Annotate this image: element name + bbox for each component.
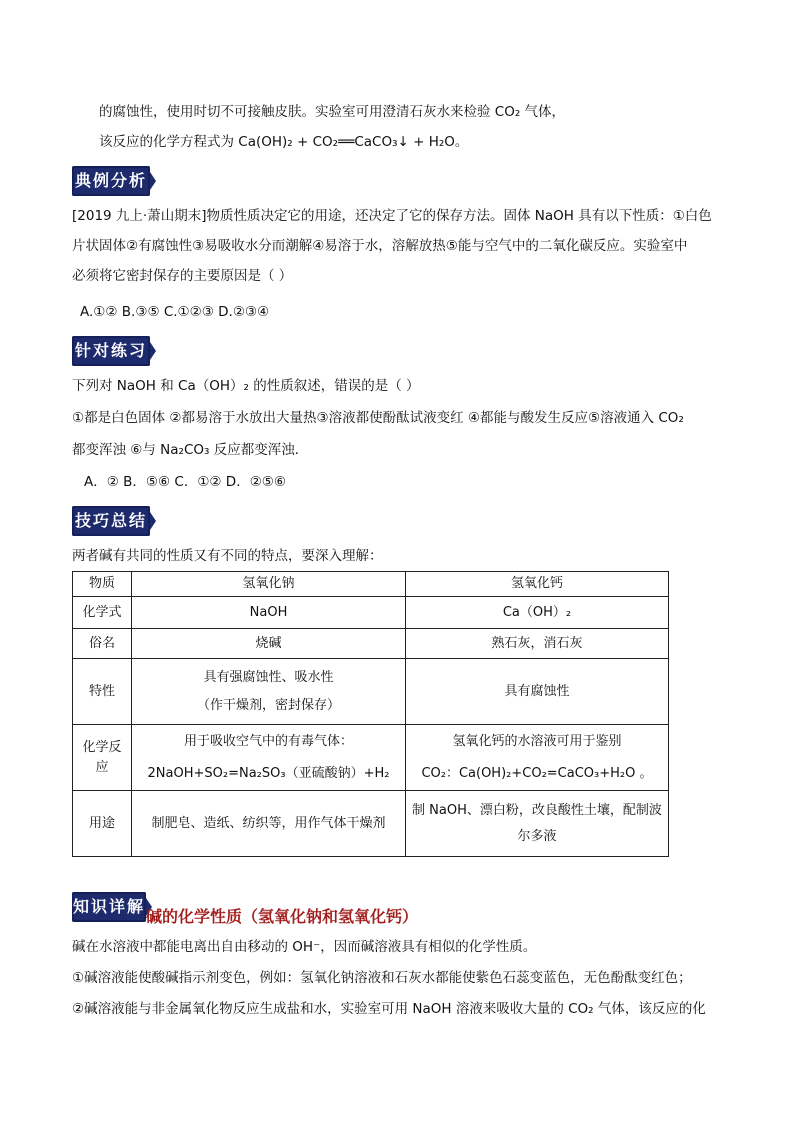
table-row [73, 791, 669, 857]
knowledge-line-3: ②碱溶液能与非金属氧化物反应生成盐和水，实验室可用 NaOH 溶液来吸收大量的 CO₂ 气体，该反应的化 [72, 1001, 706, 1017]
practice-options: A．② B．⑤⑥ C．①② D．②⑤⑥ [84, 474, 287, 490]
table-cell: 制肥皂、造纸、纺织等，用作气体干燥剂 [132, 791, 406, 857]
cell-line: 具有强腐蚀性、吸水性 [203, 669, 334, 685]
table-cell: 物质 [73, 572, 132, 597]
table-row [73, 597, 669, 629]
comparison-table [72, 571, 669, 857]
table-cell: 用途 [73, 791, 132, 857]
example-line-1: [2019 九上·萧山期末]物质性质决定它的用途，还决定了它的保存方法。固体 NaOH 具有以下性质：①白色 [72, 208, 712, 224]
table-cell: NaOH [132, 597, 406, 629]
table-cell [132, 659, 406, 725]
table-cell: 具有腐蚀性 [405, 659, 668, 725]
table-cell: 化学式 [73, 597, 132, 629]
practice-line-1: 下列对 NaOH 和 Ca（OH）₂ 的性质叙述，错误的是（ ） [72, 378, 420, 394]
table-cell: Ca（OH）₂ [405, 597, 668, 629]
practice-line-3: 都变浑浊 ⑥与 Na₂CO₃ 反应都变浑浊． [72, 442, 309, 458]
cell-line: 尔多液 [517, 828, 557, 844]
table-cell [132, 725, 406, 791]
example-line-3: 必须将它密封保存的主要原因是（ ） [72, 268, 293, 284]
cell-line: （作干燥剂，密封保存） [196, 697, 340, 713]
badge-skill-summary: 技巧总结 [72, 506, 150, 536]
cell-line: 制 NaOH、漂白粉，改良酸性土壤，配制波 [412, 802, 662, 818]
cell-line: 2NaOH+SO₂=Na₂SO₃（亚硫酸钠）+H₂ [147, 765, 390, 781]
table-cell: 烧碱 [132, 629, 406, 659]
table-cell: 熟石灰，消石灰 [405, 629, 668, 659]
example-options: A.①② B.③⑤ C.①②③ D.②③④ [80, 304, 270, 320]
knowledge-line-1: 碱在水溶液中都能电离出自由移动的 OH⁻，因而碱溶液具有相似的化学性质。 [72, 939, 537, 955]
example-line-2: 片状固体②有腐蚀性③易吸收水分而潮解④易溶于水，溶解放热⑤能与空气中的二氧化碳反应。实验室中 [72, 238, 688, 254]
table-row [73, 572, 669, 597]
table-cell [405, 725, 668, 791]
summary-intro: 两者碱有共同的性质又有不同的特点，要深入理解： [72, 548, 383, 564]
knowledge-line-2: ①碱溶液能使酸碱指示剂变色，例如：氢氧化钠溶液和石灰水都能使紫色石蕊变蓝色，无色酚酞变红色； [72, 970, 692, 986]
badge-knowledge-detail: 知识详解 [72, 892, 146, 922]
table-row [73, 725, 669, 791]
table-cell [405, 791, 668, 857]
cell-line: CO₂：Ca(OH)₂+CO₂=CaCO₃+H₂O 。 [421, 765, 653, 781]
intro-line-2: 该反应的化学方程式为 Ca(OH)₂ + CO₂══CaCO₃↓ + H₂O。 [99, 134, 469, 150]
cell-line: 用于吸收空气中的有毒气体： [183, 733, 353, 749]
table-cell: 俗名 [73, 629, 132, 659]
intro-line-1: 的腐蚀性，使用时切不可接触皮肤。实验室可用澄清石灰水来检验 CO₂ 气体， [99, 104, 566, 120]
table-cell: 氢氧化钙 [405, 572, 668, 597]
badge-targeted-practice: 针对练习 [72, 336, 150, 366]
practice-line-2: ①都是白色固体 ②都易溶于水放出大量热③溶液都使酚酞试液变红 ④都能与酸发生反应⑤溶液通入 CO₂ [72, 410, 684, 426]
table-cell: 氢氧化钠 [132, 572, 406, 597]
table-cell: 化学反应 [73, 725, 132, 791]
table-row [73, 629, 669, 659]
table-cell: 特性 [73, 659, 132, 725]
section-title: 碱的化学性质（氢氧化钠和氢氧化钙） [146, 907, 419, 926]
cell-line: 氢氧化钙的水溶液可用于鉴别 [452, 733, 622, 749]
table-row [73, 659, 669, 725]
badge-example-analysis: 典例分析 [72, 166, 150, 196]
